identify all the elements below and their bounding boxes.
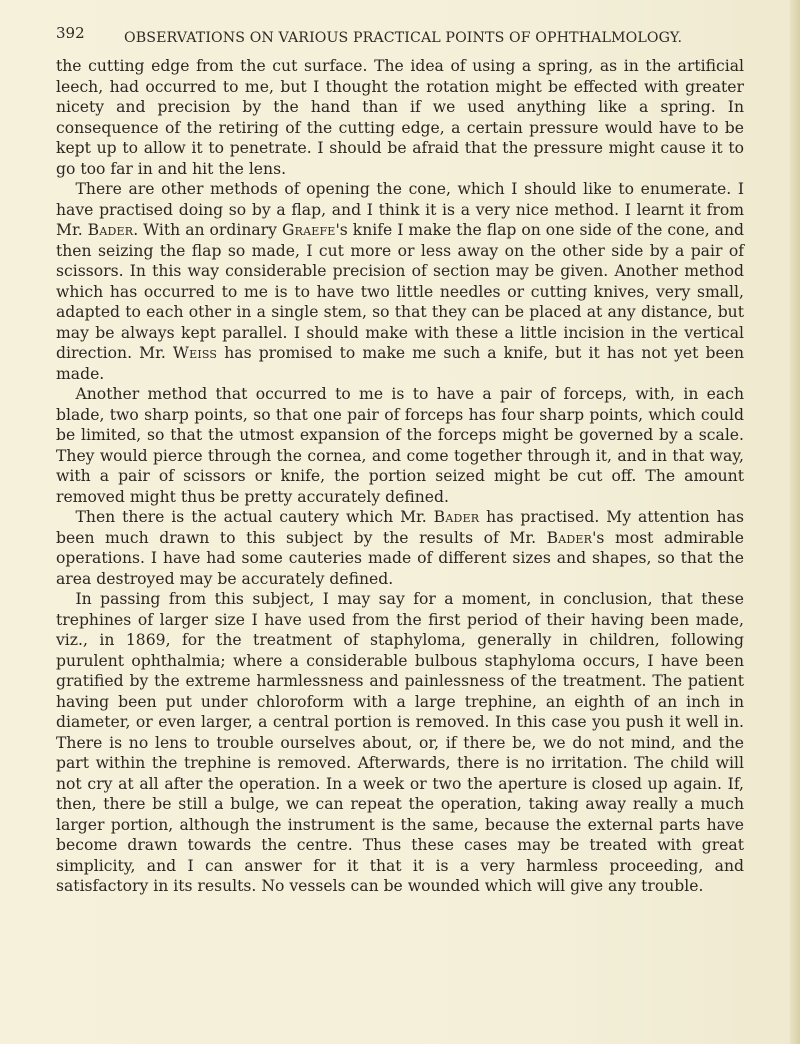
body-text bbox=[56, 56, 744, 897]
text-span: has promised to make me such a knife, but it has not yet been made. bbox=[56, 344, 745, 383]
name-weiss: Weiss bbox=[172, 344, 218, 362]
page-header bbox=[56, 24, 746, 52]
name-bader: Bader bbox=[546, 528, 593, 547]
paragraph-1: the cutting edge from the cut surface. The idea of using a spring, as in the artificial leech, had occurred to me, but I thought the rotation might be effected with greater nicety and precision by the hand than if we used anything like a spring. In consequence of the retiring of the cutting edge, a certain pressure would have to be kept up to allow it to penetrate. I should be afraid that the pressure might cause it to go too far in and hit the lens. bbox=[56, 57, 744, 178]
text-span: has practised. My attention has been much drawn to this subject by the results of Mr. bbox=[56, 508, 744, 547]
text-span: Then there is the actual cautery which Mr. bbox=[75, 508, 434, 526]
paragraph-2 bbox=[56, 179, 744, 384]
running-head: OBSERVATIONS ON VARIOUS PRACTICAL POINTS OF OPHTHALMOLOGY. bbox=[124, 30, 683, 46]
text-span: 's most admirable operations. I have had some cauteries made of different sizes and shapes, so that the area destroyed may be accurately defined. bbox=[56, 528, 745, 588]
text-span: . With an ordinary bbox=[133, 221, 282, 239]
name-bader: Bader bbox=[87, 221, 134, 239]
text-span: 's knife I make the flap on one side of the cone, and then seizing the flap so made, I cut more or less away on the other side by a pair of scissors. In this way considerable precision of section may be given. Another method which has occurred to me is to have two little needles or cutting knives, very small, adapted to each other in a single stem, so that they can be placed at any distance, but may be always kept parallel. I should make with these a little incision in the vertical direction. Mr. bbox=[56, 221, 744, 362]
name-bader: Bader bbox=[433, 508, 480, 526]
text-span: There are other methods of opening the cone, which I should like to enumerate. I have practised doing so by a flap, and I think it is a very nice method. I learnt it from Mr. bbox=[56, 180, 744, 239]
paragraph-4 bbox=[56, 507, 744, 589]
name-graefe: Graefe bbox=[281, 221, 336, 239]
page-edge-shadow bbox=[790, 0, 800, 1044]
paragraph-5: In passing from this subject, I may say for a moment, in conclusion, that these trephines of larger size I have used from the first period of their having been made, viz., in 1869, for the treatment of staphyloma, generally in children, following purulent ophthalmia; where a considerable bulbous staphyloma occurs, I have been gratified by the extreme harmlessness and painlessness of the treatment. The patient having been put under chloroform with a large trephine, an eighth of an inch in diameter, or even larger, a central portion is removed. In this case you push it well in. There is no lens to trouble ourselves about, or, if there be, we do not mind, and the part within the trephine is removed. Afterwards, there is no irritation. The child will not cry at all after the operation. In a week or two the aperture is closed up again. If, then, there be still a bulge, we can repeat the operation, taking away really a much larger portion, although the instrument is the same, because the external parts have become drawn towards the centre. Thus these cases may be treated with great simplicity, and I can answer for it that it is a very harmless proceeding, and satisfactory in its results. No vessels can be wounded which will give any trouble. bbox=[56, 590, 744, 895]
page-number: 392 bbox=[56, 24, 85, 42]
paragraph-3: Another method that occurred to me is to have a pair of forceps, with, in each blade, two sharp points, so that one pair of forceps has four sharp points, which could be limited, so that the utmost expansion of the forceps might be governed by a scale. They would pierce through the cornea, and come together through it, and in that way, with a pair of scissors or knife, the portion seized might be cut off. The amount removed might thus be pretty accurately defined. bbox=[56, 385, 744, 506]
